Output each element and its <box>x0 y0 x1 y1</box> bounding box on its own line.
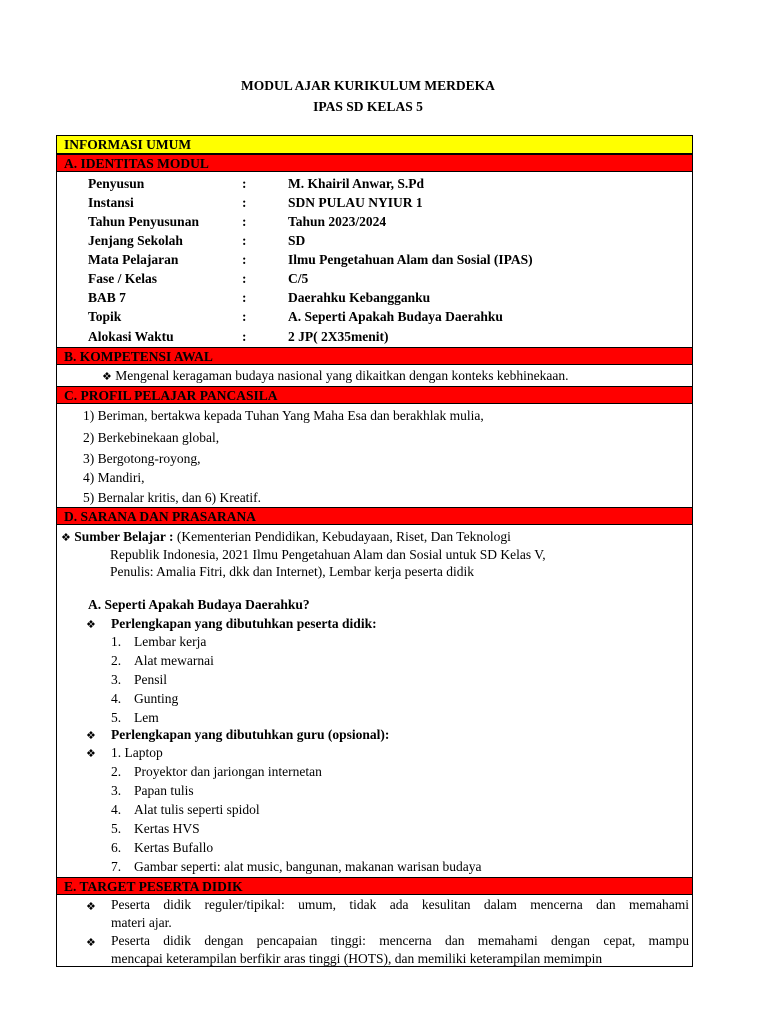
identitas-colon: : <box>242 309 247 324</box>
peserta-heading-row <box>86 615 96 633</box>
diamond-bullet-icon: ❖ <box>102 370 112 383</box>
sumber-belajar <box>61 528 511 546</box>
guru-item-text: Papan tulis <box>134 783 194 798</box>
identitas-value: Daerahku Kebangganku <box>288 290 431 305</box>
guru-first-row <box>86 744 96 762</box>
identitas-label: Tahun Penyusunan <box>88 214 199 229</box>
document-title: MODUL AJAR KURIKULUM MERDEKA <box>241 78 495 93</box>
identitas-value: A. Seperti Apakah Budaya Daerahku <box>288 309 503 324</box>
diamond-bullet-icon: ❖ <box>86 747 96 760</box>
peserta-item-text: Lembar kerja <box>134 634 207 649</box>
section-informasi-umum: INFORMASI UMUM <box>57 136 692 154</box>
guru-item-text: Gambar seperti: alat music, bangunan, makanan warisan budaya <box>134 859 482 874</box>
guru-item-num: 3. <box>111 783 122 798</box>
peserta-item-num: 4. <box>111 691 122 706</box>
identitas-colon: : <box>242 252 247 267</box>
section-identitas-modul: A. IDENTITAS MODUL <box>57 154 692 172</box>
section-profil-pelajar: C. PROFIL PELAJAR PANCASILA <box>57 386 692 404</box>
guru-item-num: 2. <box>111 764 122 779</box>
section-target-peserta: E. TARGET PESERTA DIDIK <box>57 877 692 895</box>
guru-heading: Perlengkapan yang dibutuhkan guru (opsional): <box>111 727 390 742</box>
identitas-colon: : <box>242 271 247 286</box>
profil-item: 2) Berkebinekaan global, <box>83 430 220 445</box>
identitas-label: Mata Pelajaran <box>88 252 179 267</box>
guru-item-num: 5. <box>111 821 122 836</box>
kompetensi-item <box>102 367 568 385</box>
identitas-value: C/5 <box>288 271 309 286</box>
section-sarana-prasarana: D. SARANA DAN PRASARANA <box>57 507 692 525</box>
identitas-colon: : <box>242 195 247 210</box>
sumber-label: Sumber Belajar : <box>74 529 174 544</box>
guru-item-text: Proyektor dan jariongan internetan <box>134 764 322 779</box>
identitas-label: Fase / Kelas <box>88 271 157 286</box>
identitas-value: M. Khairil Anwar, S.Pd <box>288 176 425 191</box>
identitas-value: SDN PULAU NYIUR 1 <box>288 195 423 210</box>
guru-item-first: 1. Laptop <box>111 745 163 760</box>
diamond-bullet-icon: ❖ <box>61 531 71 544</box>
target-item-line-2: mencapai keterampilan berfikir aras tinggi (HOTS), dan memiliki keterampilan memimpin <box>111 951 603 966</box>
identitas-colon: : <box>242 233 247 248</box>
target-item-line-2: materi ajar. <box>111 915 172 930</box>
target-item-line-1: Peserta didik dengan pencapaian tinggi: mencerna dan memahami dengan cepat, mampu <box>111 933 689 948</box>
peserta-item-text: Pensil <box>134 672 168 687</box>
peserta-item-text: Lem <box>134 710 159 725</box>
diamond-bullet-icon: ❖ <box>86 936 96 949</box>
sumber-line-2: Republik Indonesia, 2021 Ilmu Pengetahuan Alam dan Sosial untuk SD Kelas V, <box>110 547 546 562</box>
sumber-line-1: (Kementerian Pendidikan, Kebudayaan, Riset, Dan Teknologi <box>176 529 511 544</box>
kompetensi-text: Mengenal keragaman budaya nasional yang dikaitkan dengan konteks kebhinekaan. <box>115 368 569 383</box>
guru-item-text: Kertas Bufallo <box>134 840 214 855</box>
document-subtitle: IPAS SD KELAS 5 <box>313 99 423 114</box>
guru-item-num: 6. <box>111 840 122 855</box>
diamond-bullet-icon: ❖ <box>86 729 96 742</box>
identitas-value: 2 JP( 2X35menit) <box>288 329 389 344</box>
peserta-item-text: Alat mewarnai <box>134 653 214 668</box>
profil-item: 3) Bergotong-royong, <box>83 451 201 466</box>
guru-heading-row <box>86 726 96 744</box>
diamond-bullet-icon: ❖ <box>86 900 96 913</box>
identitas-label: Penyusun <box>88 176 145 191</box>
identitas-label: Topik <box>88 309 122 324</box>
identitas-value: Tahun 2023/2024 <box>288 214 387 229</box>
identitas-colon: : <box>242 290 247 305</box>
identitas-label: BAB 7 <box>88 290 126 305</box>
profil-item: 1) Beriman, bertakwa kepada Tuhan Yang Maha Esa dan berakhlak mulia, <box>83 408 484 423</box>
peserta-item-num: 2. <box>111 653 122 668</box>
guru-item-num: 4. <box>111 802 122 817</box>
profil-item: 5) Bernalar kritis, dan 6) Kreatif. <box>83 490 262 505</box>
identitas-value: Ilmu Pengetahuan Alam dan Sosial (IPAS) <box>288 252 533 267</box>
guru-item-text: Kertas HVS <box>134 821 200 836</box>
sarana-topic: A. Seperti Apakah Budaya Daerahku? <box>88 597 310 612</box>
target-item-line-1: Peserta didik reguler/tipikal: umum, tidak ada kesulitan dalam mencerna dan memahami <box>111 897 689 912</box>
guru-item-text: Alat tulis seperti spidol <box>134 802 260 817</box>
section-kompetensi-awal: B. KOMPETENSI AWAL <box>57 347 692 365</box>
identitas-colon: : <box>242 214 247 229</box>
peserta-item-num: 1. <box>111 634 122 649</box>
diamond-bullet-icon: ❖ <box>86 618 96 631</box>
peserta-item-num: 5. <box>111 710 122 725</box>
module-table <box>56 135 693 967</box>
identitas-value: SD <box>288 233 306 248</box>
identitas-label: Alokasi Waktu <box>88 329 174 344</box>
sumber-line-3: Penulis: Amalia Fitri, dkk dan Internet), Lembar kerja peserta didik <box>110 564 475 579</box>
identitas-label: Instansi <box>88 195 134 210</box>
target-bullet-row <box>86 933 96 951</box>
peserta-heading: Perlengkapan yang dibutuhkan peserta didik: <box>111 616 377 631</box>
identitas-colon: : <box>242 329 247 344</box>
target-bullet-row <box>86 897 96 915</box>
identitas-label: Jenjang Sekolah <box>88 233 183 248</box>
peserta-item-num: 3. <box>111 672 122 687</box>
guru-item-num: 7. <box>111 859 122 874</box>
profil-item: 4) Mandiri, <box>83 470 145 485</box>
peserta-item-text: Gunting <box>134 691 179 706</box>
identitas-colon: : <box>242 176 247 191</box>
